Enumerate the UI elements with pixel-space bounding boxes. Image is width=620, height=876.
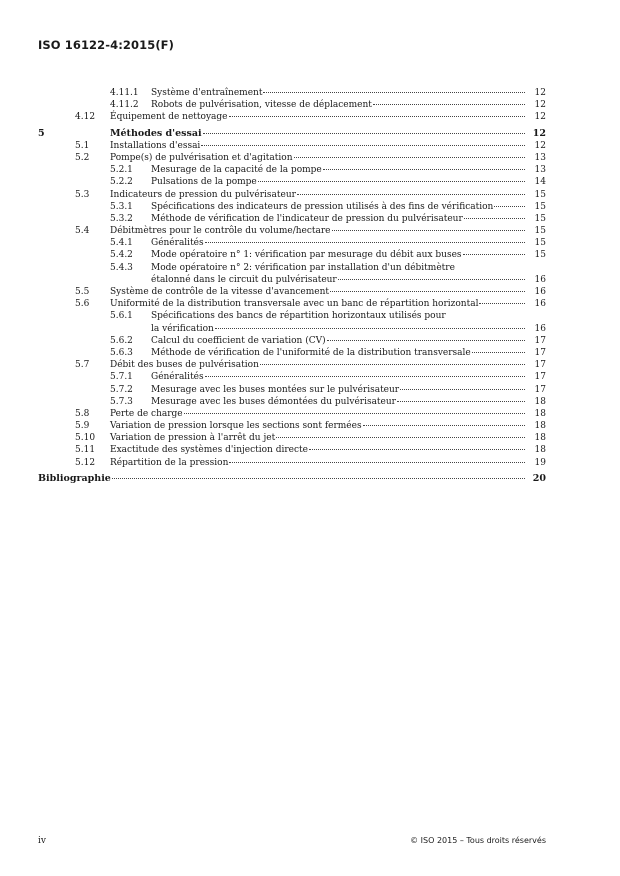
toc-entry[interactable]	[38, 359, 546, 371]
toc-leader-dots	[294, 157, 525, 158]
toc-entry[interactable]	[38, 384, 546, 396]
toc-entry-number: 5.2.2	[110, 177, 133, 188]
toc-entry-number: 5.6.2	[110, 335, 133, 346]
copyright-notice: © ISO 2015 – Tous droits réservés	[410, 836, 546, 845]
toc-page-number: 15	[534, 189, 546, 200]
toc-entry-title: Perte de charge	[110, 408, 183, 419]
toc-entry[interactable]	[38, 99, 546, 111]
toc-leader-dots	[258, 181, 525, 182]
toc-leader-dots	[297, 194, 525, 195]
toc-entry-title: Variation de pression lorsque les sections sont fermées	[110, 421, 362, 432]
toc-leader-dots	[201, 145, 525, 146]
toc-leader-dots	[330, 291, 525, 292]
toc-entry[interactable]	[38, 152, 546, 164]
toc-leader-dots	[229, 462, 525, 463]
toc-entry[interactable]	[38, 201, 546, 213]
toc-page-number: 17	[534, 335, 546, 346]
toc-entry-title: Pulsations de la pompe	[151, 177, 257, 188]
toc-entry-title: étalonné dans le circuit du pulvérisateur	[151, 274, 337, 285]
toc-leader-dots	[494, 206, 525, 207]
toc-entry-title: la vérification	[151, 323, 214, 334]
toc-entry-number: 4.11.2	[110, 100, 139, 111]
toc-entry-title: Méthodes d'essai	[110, 127, 202, 139]
toc-entry-number: 5.1	[75, 140, 90, 151]
toc-page-number: 20	[532, 472, 546, 484]
toc-entry[interactable]	[38, 237, 546, 249]
toc-entry-title: Variation de pression à l'arrêt du jet	[110, 433, 276, 444]
toc-entry[interactable]	[38, 189, 546, 201]
toc-page-number: 15	[534, 201, 546, 212]
toc-entry-number: 4.12	[75, 112, 96, 123]
toc-entry-number: 5.6.3	[110, 347, 133, 358]
toc-page-number: 12	[534, 88, 546, 98]
toc-entry-title: Mesurage avec les buses démontées du pulvérisateur	[151, 396, 396, 407]
toc-leader-dots	[363, 425, 525, 426]
toc-entry[interactable]	[38, 457, 546, 469]
toc-leader-dots	[309, 449, 525, 450]
toc-leader-dots	[112, 478, 525, 479]
toc-entry-title: Spécifications des indicateurs de pression utilisés à des fins de vérification	[151, 201, 494, 212]
toc-entry[interactable]	[38, 176, 546, 188]
toc-entry-title: Mesurage de la capacité de la pompe	[151, 165, 322, 176]
toc-entry[interactable]	[38, 432, 546, 444]
toc-entry[interactable]	[38, 262, 546, 286]
toc-entry[interactable]	[38, 164, 546, 176]
toc-entry[interactable]	[38, 249, 546, 261]
toc-page-number: 19	[534, 457, 546, 468]
toc-page-number: 16	[534, 299, 546, 310]
toc-entry[interactable]	[38, 298, 546, 310]
toc-entry-title: Méthode de vérification de l'indicateur de pression du pulvérisateur	[151, 213, 463, 224]
toc-leader-dots	[373, 104, 525, 105]
toc-entry-title: Uniformité de la distribution transversale avec un banc de répartition horizontal	[110, 299, 479, 310]
toc-entry[interactable]	[38, 213, 546, 225]
toc-entry-title: Équipement de nettoyage	[110, 112, 228, 123]
toc-entry-title: Robots de pulvérisation, vitesse de déplacement	[151, 100, 372, 111]
toc-entry[interactable]	[38, 408, 546, 420]
toc-entry-title: Débitmètres pour le contrôle du volume/hectare	[110, 226, 331, 237]
toc-entry-title: Pompe(s) de pulvérisation et d'agitation	[110, 152, 293, 163]
toc-page-number: 12	[534, 140, 546, 151]
toc-page-number: 16	[534, 287, 546, 298]
toc-page-number: 12	[534, 100, 546, 111]
toc-page-number: 15	[534, 238, 546, 249]
toc-entry-number: 5.12	[75, 457, 96, 468]
toc-leader-dots	[203, 133, 525, 134]
toc-entry-number: 5.9	[75, 421, 90, 432]
table-of-contents	[38, 87, 546, 485]
toc-leader-dots	[263, 92, 525, 93]
toc-entry[interactable]	[38, 128, 546, 140]
toc-entry-number: 5.3	[75, 189, 90, 200]
document-id-header: ISO 16122-4:2015(F)	[38, 38, 174, 52]
toc-entry[interactable]	[38, 347, 546, 359]
toc-leader-dots	[323, 169, 525, 170]
toc-entry-number: 5.4.3	[110, 262, 133, 273]
toc-page-number: 18	[534, 408, 546, 419]
toc-entry[interactable]	[38, 444, 546, 456]
page-number: iv	[38, 836, 46, 846]
toc-entry[interactable]	[38, 87, 546, 99]
toc-page-number: 13	[534, 165, 546, 176]
toc-leader-dots	[205, 242, 525, 243]
toc-entry[interactable]	[38, 335, 546, 347]
toc-leader-dots	[215, 328, 525, 329]
toc-leader-dots	[397, 401, 525, 402]
toc-page-number: 12	[532, 127, 546, 139]
toc-entry-number: 5.8	[75, 408, 90, 419]
toc-entry-title: Débit des buses de pulvérisation	[110, 360, 259, 371]
toc-page-number: 15	[534, 213, 546, 224]
toc-entry[interactable]	[38, 310, 546, 334]
toc-entry-number: 5.3.2	[110, 213, 133, 224]
toc-entry-number: 5.2.1	[110, 165, 133, 176]
toc-entry-title: Mesurage avec les buses montées sur le pulvérisateur	[151, 384, 400, 395]
toc-page-number: 16	[534, 323, 546, 334]
toc-leader-dots	[338, 279, 525, 280]
toc-page-number: 18	[534, 421, 546, 432]
toc-entry-title: Méthode de vérification de l'uniformité de la distribution transversale	[151, 347, 471, 358]
toc-leader-dots	[276, 437, 525, 438]
toc-page-number: 18	[534, 396, 546, 407]
toc-entry-title: Calcul du coefficient de variation (CV)	[151, 335, 326, 346]
toc-leader-dots	[472, 352, 525, 353]
toc-entry-title: Généralités	[151, 372, 204, 383]
toc-leader-dots	[332, 230, 525, 231]
toc-entry-number: 5.7.3	[110, 396, 133, 407]
toc-page-number: 15	[534, 226, 546, 237]
toc-entry-number: 5.2	[75, 152, 90, 163]
toc-entry-title: Bibliographie	[38, 472, 111, 484]
toc-page-number: 15	[534, 250, 546, 261]
toc-page-number: 17	[534, 384, 546, 395]
toc-leader-dots	[260, 364, 525, 365]
toc-entry-number: 5.11	[75, 445, 96, 456]
toc-entry-number: 5.7.2	[110, 384, 133, 395]
toc-entry-number: 5.3.1	[110, 201, 133, 212]
toc-entry[interactable]	[38, 111, 546, 123]
toc-entry-number: 5.6	[75, 299, 90, 310]
toc-leader-dots	[464, 218, 525, 219]
toc-page-number: 16	[534, 274, 546, 285]
toc-page-number: 17	[534, 347, 546, 358]
toc-entry[interactable]	[38, 225, 546, 237]
toc-page-number: 14	[534, 177, 546, 188]
toc-page-number: 18	[534, 445, 546, 456]
toc-entry-number: 5.6.1	[110, 311, 133, 322]
toc-entry-number: 5.4	[75, 226, 90, 237]
toc-entry[interactable]	[38, 140, 546, 152]
toc-entry-title: Système d'entraînement	[151, 88, 263, 98]
toc-entry[interactable]	[38, 396, 546, 408]
toc-entry-number: 5.7.1	[110, 372, 133, 383]
toc-entry-title: Spécifications des bancs de répartition horizontaux utilisés pour	[151, 311, 446, 322]
toc-entry-number: 5.5	[75, 287, 90, 298]
toc-entry[interactable]	[38, 473, 546, 485]
toc-page-number: 17	[534, 372, 546, 383]
toc-entry-title: Répartition de la pression	[110, 457, 229, 468]
toc-leader-dots	[184, 413, 525, 414]
toc-entry-title: Généralités	[151, 238, 204, 249]
toc-entry-number: 5.4.1	[110, 238, 133, 249]
toc-leader-dots	[463, 254, 525, 255]
toc-entry[interactable]	[38, 420, 546, 432]
toc-page-number: 12	[534, 112, 546, 123]
toc-entry-title: Mode opératoire n° 2: vérification par installation d'un débitmètre	[151, 262, 455, 273]
toc-entry-title: Mode opératoire n° 1: vérification par mesurage du débit aux buses	[151, 250, 462, 261]
toc-entry[interactable]	[38, 371, 546, 383]
toc-entry-number: 5.10	[75, 433, 96, 444]
toc-leader-dots	[205, 376, 525, 377]
toc-entry-number: 4.11.1	[110, 88, 139, 98]
toc-entry[interactable]	[38, 286, 546, 298]
toc-leader-dots	[479, 303, 525, 304]
toc-entry-number: 5.7	[75, 360, 90, 371]
toc-page-number: 18	[534, 433, 546, 444]
toc-leader-dots	[400, 389, 525, 390]
toc-entry-title: Indicateurs de pression du pulvérisateur	[110, 189, 296, 200]
toc-entry-title: Installations d'essai	[110, 140, 201, 151]
toc-entry-number: 5	[38, 127, 45, 139]
toc-leader-dots	[229, 116, 526, 117]
toc-page-number: 13	[534, 152, 546, 163]
toc-entry-number: 5.4.2	[110, 250, 133, 261]
toc-entry-title: Exactitude des systèmes d'injection directe	[110, 445, 308, 456]
toc-leader-dots	[327, 340, 525, 341]
toc-entry-title: Système de contrôle de la vitesse d'avancement	[110, 287, 330, 298]
toc-page-number: 17	[534, 360, 546, 371]
